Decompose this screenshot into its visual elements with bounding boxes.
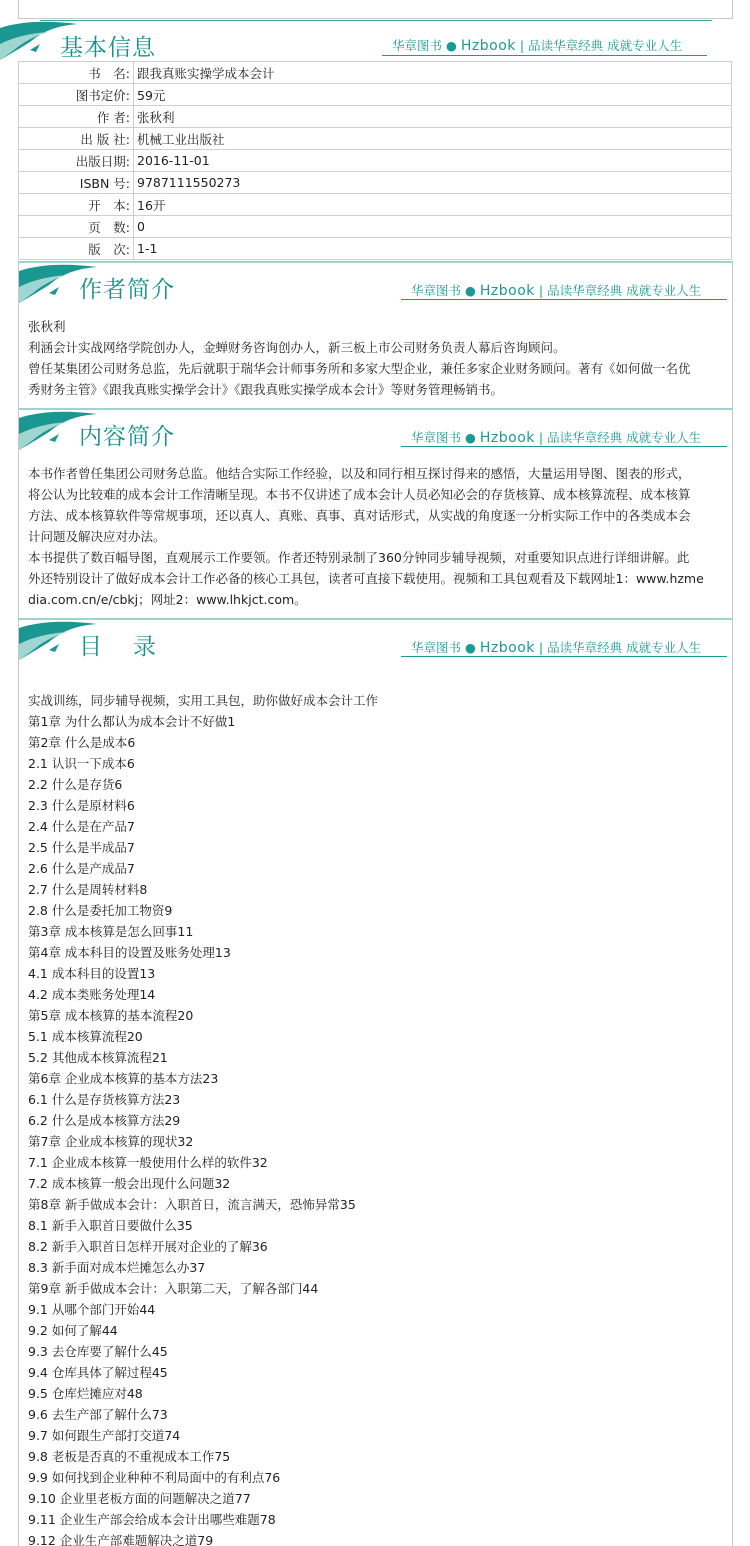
info-row (19, 172, 732, 194)
info-row (19, 216, 732, 238)
toc-item: 7.2 成本核算一般会出现什么问题32 (28, 1176, 231, 1191)
info-value: 2016-11-01 (134, 150, 732, 172)
info-label: 作 者: (19, 106, 134, 128)
toc-item: 5.1 成本核算流程20 (28, 1029, 143, 1044)
author-line: 曾任某集团公司财务总监，先后就职于瑞华会计师事务所和多家大型企业，兼任多家企业财务顾问。著有《如何做一名优 (28, 361, 691, 376)
previous-section-bottom (18, 0, 733, 19)
section-title: 基本信息 (60, 35, 156, 61)
section-title: 目 录 (79, 634, 160, 660)
toc-item: 2.8 什么是委托加工物资9 (28, 903, 173, 918)
toc-item: 8.1 新手入职首日要做什么35 (28, 1218, 193, 1233)
toc-item: 9.8 老板是否真的不重视成本工作75 (28, 1449, 231, 1464)
section-title: 内容简介 (79, 424, 175, 450)
toc-item: 2.2 什么是存货6 (28, 777, 123, 792)
info-value: 跟我真账实操学成本会计 (134, 62, 732, 84)
content-section (18, 408, 733, 620)
toc-item: 8.2 新手入职首日怎样开展对企业的了解36 (28, 1239, 268, 1254)
info-value: 0 (134, 216, 732, 238)
toc-item: 9.7 如何跟生产部打交道74 (28, 1428, 181, 1443)
author-text (19, 313, 732, 400)
info-value: 1-1 (134, 238, 732, 260)
info-row (19, 84, 732, 106)
info-value: 机械工业出版社 (134, 128, 732, 150)
info-row (19, 150, 732, 172)
toc-section (18, 618, 733, 1546)
brand-slogan: 华章图书 ● Hzbook | 品读华章经典 成就专业人生 (392, 38, 683, 54)
toc-item: 9.6 去生产部了解什么73 (28, 1407, 168, 1422)
info-value: 16开 (134, 194, 732, 216)
info-label: 出版日期: (19, 150, 134, 172)
content-banner (19, 410, 732, 460)
toc-item: 2.3 什么是原材料6 (28, 798, 135, 813)
toc-item: 第8章 新手做成本会计：入职首日，流言满天，恐怖异常35 (28, 1197, 356, 1212)
toc-item: 9.1 从哪个部门开始44 (28, 1302, 156, 1317)
info-label: ISBN 号: (19, 172, 134, 194)
info-label: 出 版 社: (19, 128, 134, 150)
content-line: 外还特别设计了做好成本会计工作必备的核心工具包，读者可直接下载使用。视频和工具包观看及下载网址1：www.hzme (28, 571, 704, 586)
toc-item: 9.12 企业生产部难题解决之道79 (28, 1533, 214, 1546)
basic-info-section (0, 20, 750, 257)
toc-item: 第9章 新手做成本会计：入职第二天，了解各部门44 (28, 1281, 319, 1296)
toc-item: 第5章 成本核算的基本流程20 (28, 1008, 194, 1023)
toc-item: 9.3 去仓库要了解什么45 (28, 1344, 168, 1359)
toc-item: 第2章 什么是成本6 (28, 735, 136, 750)
content-line: dia.com.cn/e/cbkj；网址2：www.lhkjct.com。 (28, 592, 307, 607)
toc-item: 9.4 仓库具体了解过程45 (28, 1365, 168, 1380)
info-value: 59元 (134, 84, 732, 106)
info-row (19, 128, 732, 150)
info-label: 开 本: (19, 194, 134, 216)
toc-item: 2.4 什么是在产品7 (28, 819, 135, 834)
content-text (19, 460, 732, 610)
content-line: 本书提供了数百幅导图，直观展示工作要领。作者还特别录制了360分钟同步辅导视频，对重要知识点进行详细讲解。此 (28, 550, 690, 565)
brand-slogan: 华章图书 ● Hzbook | 品读华章经典 成就专业人生 (411, 640, 702, 656)
toc-item: 6.2 什么是成本核算方法29 (28, 1113, 181, 1128)
info-label: 页 数: (19, 216, 134, 238)
toc-item: 实战训练，同步辅导视频，实用工具包，助你做好成本会计工作 (28, 693, 379, 708)
author-section (18, 261, 733, 409)
info-value: 张秋利 (134, 106, 732, 128)
info-label: 书 名: (19, 62, 134, 84)
toc-item: 第3章 成本核算是怎么回事11 (28, 924, 194, 939)
toc-item: 9.9 如何找到企业种种不利局面中的有利点76 (28, 1470, 281, 1485)
toc-item: 2.6 什么是产成品7 (28, 861, 135, 876)
toc-banner (19, 620, 732, 690)
toc-item: 9.10 企业里老板方面的问题解决之道77 (28, 1491, 251, 1506)
toc-item: 9.5 仓库烂摊应对48 (28, 1386, 143, 1401)
toc-item: 4.2 成本类账务处理14 (28, 987, 156, 1002)
book-info-table (18, 61, 732, 260)
content-line: 将公认为比较难的成本会计工作清晰呈现。本书不仅讲述了成本会计人员必知必会的存货核算、成本核算流程、成本核算 (28, 487, 691, 502)
content-line: 本书作者曾任集团公司财务总监。他结合实际工作经验，以及和同行相互探讨得来的感悟，大量运用导图、图表的形式， (28, 466, 691, 481)
toc-item: 9.11 企业生产部会给成本会计出哪些难题78 (28, 1512, 276, 1527)
toc-item: 第6章 企业成本核算的基本方法23 (28, 1071, 219, 1086)
toc-item: 7.1 企业成本核算一般使用什么样的软件32 (28, 1155, 268, 1170)
info-row (19, 238, 732, 260)
section-title: 作者简介 (79, 277, 175, 303)
toc-item: 2.5 什么是半成品7 (28, 840, 135, 855)
basic-info-banner (0, 20, 750, 62)
toc-list (19, 690, 732, 1546)
toc-item: 第1章 为什么都认为成本会计不好做1 (28, 714, 236, 729)
info-row (19, 194, 732, 216)
author-line: 秀财务主管》《跟我真账实操学会计》《跟我真账实操学成本会计》等财务管理畅销书。 (28, 382, 504, 397)
toc-item: 9.2 如何了解44 (28, 1323, 118, 1338)
content-line: 计问题及解决应对办法。 (28, 529, 166, 544)
brand-slogan: 华章图书 ● Hzbook | 品读华章经典 成就专业人生 (411, 283, 702, 299)
content-line: 方法、成本核算软件等常规事项，还以真人、真账、真事、真对话形式，从实战的角度逐一分析实际工作中的各类成本会 (28, 508, 691, 523)
toc-item: 8.3 新手面对成本烂摊怎么办37 (28, 1260, 206, 1275)
info-value: 9787111550273 (134, 172, 732, 194)
toc-item: 第7章 企业成本核算的现状32 (28, 1134, 194, 1149)
toc-item: 第4章 成本科目的设置及账务处理13 (28, 945, 231, 960)
info-row (19, 106, 732, 128)
toc-item: 2.7 什么是周转材料8 (28, 882, 148, 897)
toc-item: 4.1 成本科目的设置13 (28, 966, 156, 981)
author-banner (19, 263, 732, 313)
brand-slogan: 华章图书 ● Hzbook | 品读华章经典 成就专业人生 (411, 430, 702, 446)
info-label: 图书定价: (19, 84, 134, 106)
info-row (19, 62, 732, 84)
info-label: 版 次: (19, 238, 134, 260)
author-line: 利涵会计实战网络学院创办人，金蝉财务咨询创办人，新三板上市公司财务负责人幕后咨询顾问。 (28, 340, 566, 355)
toc-item: 6.1 什么是存货核算方法23 (28, 1092, 181, 1107)
toc-item: 5.2 其他成本核算流程21 (28, 1050, 168, 1065)
toc-item: 2.1 认识一下成本6 (28, 756, 135, 771)
author-line: 张秋利 (28, 319, 66, 334)
